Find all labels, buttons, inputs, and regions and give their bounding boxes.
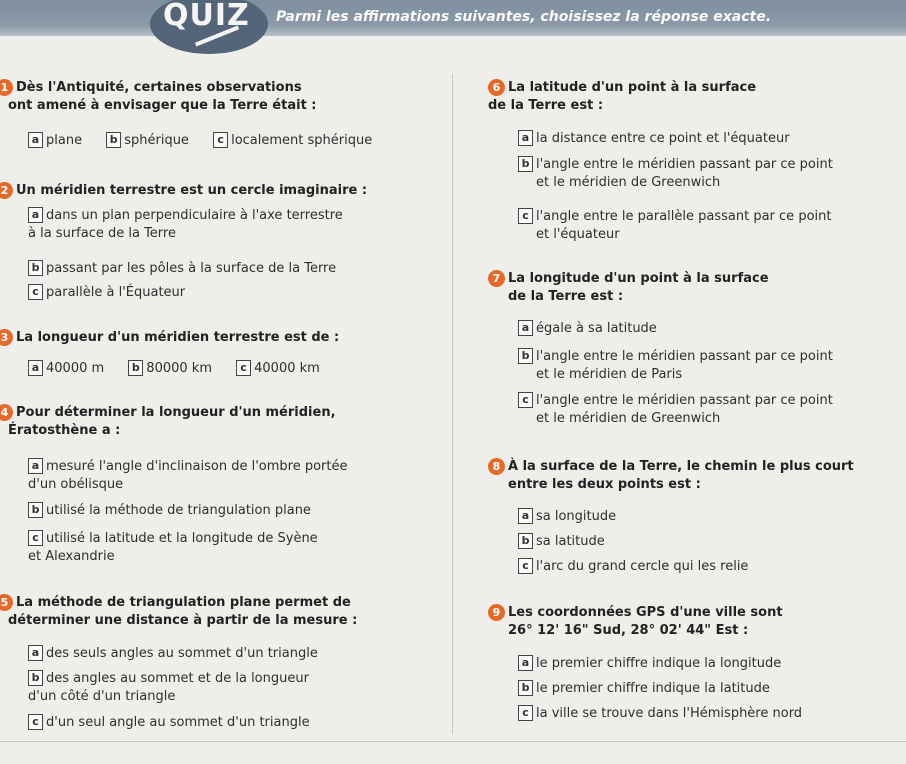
option-letter-box: a <box>28 207 43 223</box>
option-1c[interactable] <box>213 133 372 148</box>
option-5a[interactable] <box>28 645 318 663</box>
question-1 <box>0 79 317 115</box>
option-label-continued: et le méridien de Greenwich <box>536 175 721 190</box>
question-1-options <box>28 132 372 150</box>
question-6-text-line-2: de la Terre est : <box>488 98 604 113</box>
option-label: 40000 m <box>46 361 105 376</box>
question-3-text: La longueur d'un méridien terrestre est de : <box>16 330 340 345</box>
option-8a[interactable] <box>518 508 616 526</box>
option-8b[interactable] <box>518 533 605 551</box>
question-2-text: Un méridien terrestre est un cercle imaginaire : <box>16 183 368 198</box>
option-letter-box: c <box>28 714 43 730</box>
question-number-3: 3 <box>0 329 13 346</box>
option-letter-box: a <box>28 458 43 474</box>
option-label: l'angle entre le parallèle passant par ce point <box>536 209 832 224</box>
option-label: l'angle entre le méridien passant par ce point <box>536 393 833 408</box>
option-letter-box: b <box>28 260 43 276</box>
option-1a[interactable] <box>28 133 82 148</box>
question-4-text-line-2: Ératosthène a : <box>8 423 121 438</box>
option-3a[interactable] <box>28 361 104 376</box>
option-letter-box: b <box>518 348 533 364</box>
question-number-2: 2 <box>0 182 13 199</box>
option-letter-box: a <box>28 132 43 148</box>
option-label-continued: d'un côté d'un triangle <box>28 689 176 704</box>
option-label: la distance entre ce point et l'équateur <box>536 131 790 146</box>
option-5b[interactable] <box>28 670 309 706</box>
option-letter-box: b <box>128 360 143 376</box>
option-letter-box: b <box>518 680 533 696</box>
quiz-instructions: Parmi les affirmations suivantes, choisissez la réponse exacte. <box>276 9 772 25</box>
option-label: l'angle entre le méridien passant par ce point <box>536 349 833 364</box>
question-4-text-line-1: Pour déterminer la longueur d'un méridien, <box>16 405 336 420</box>
question-6-text-line-1: La latitude d'un point à la surface <box>508 80 757 95</box>
question-number-1: 1 <box>0 79 13 96</box>
option-label: plane <box>46 133 83 148</box>
question-4 <box>0 404 336 440</box>
option-label-continued: et Alexandrie <box>28 549 115 564</box>
option-label: utilisé la latitude et la longitude de Syène <box>46 531 318 546</box>
option-letter-box: c <box>213 132 228 148</box>
option-label: sphérique <box>124 133 189 148</box>
option-9c[interactable] <box>518 705 802 723</box>
option-label-continued: et le méridien de Greenwich <box>536 411 721 426</box>
option-label: parallèle à l'Équateur <box>46 285 186 300</box>
option-letter-box: a <box>28 645 43 661</box>
question-5-text-line-1: La méthode de triangulation plane permet de <box>16 595 351 610</box>
option-label-continued: d'un obélisque <box>28 477 124 492</box>
option-letter-box: c <box>518 705 533 721</box>
option-label: d'un seul angle au sommet d'un triangle <box>46 715 310 730</box>
option-letter-box: a <box>518 130 533 146</box>
option-label: utilisé la méthode de triangulation plane <box>46 503 311 518</box>
question-3 <box>0 329 340 347</box>
question-8-text-line-2: entre les deux points est : <box>508 477 701 492</box>
question-number-9: 9 <box>488 604 505 621</box>
option-label: l'arc du grand cercle qui les relie <box>536 559 749 574</box>
option-9a[interactable] <box>518 655 781 673</box>
question-1-text-line-1: Dès l'Antiquité, certaines observations <box>16 80 302 95</box>
option-7a[interactable] <box>518 320 657 338</box>
option-letter-box: b <box>518 533 533 549</box>
option-9b[interactable] <box>518 680 770 698</box>
column-divider <box>452 74 453 734</box>
question-number-6: 6 <box>488 79 505 96</box>
question-number-7: 7 <box>488 270 505 287</box>
question-8-text-line-1: À la surface de la Terre, le chemin le plus court <box>508 459 854 474</box>
question-5 <box>0 594 358 630</box>
question-7 <box>488 270 769 306</box>
option-7c[interactable] <box>518 392 833 428</box>
option-label: 80000 km <box>146 361 212 376</box>
question-7-text-line-1: La longitude d'un point à la surface <box>508 271 769 286</box>
option-letter-box: a <box>28 360 43 376</box>
question-number-4: 4 <box>0 404 13 421</box>
option-letter-box: c <box>28 530 43 546</box>
option-label: mesuré l'angle d'inclinaison de l'ombre portée <box>46 459 348 474</box>
option-letter-box: b <box>28 502 43 518</box>
option-label: localement sphérique <box>231 133 373 148</box>
option-4c[interactable] <box>28 530 318 566</box>
option-6b[interactable] <box>518 156 833 192</box>
question-number-8: 8 <box>488 458 505 475</box>
option-4a[interactable] <box>28 458 347 494</box>
question-9 <box>488 604 783 640</box>
option-7b[interactable] <box>518 348 833 384</box>
option-2c[interactable] <box>28 284 185 302</box>
option-label: 40000 km <box>254 361 320 376</box>
question-9-text-line-2: 26° 12' 16" Sud, 28° 02' 44" Est : <box>508 623 749 638</box>
quiz-title: QUIZ <box>163 0 250 33</box>
option-label: passant par les pôles à la surface de la Terre <box>46 261 337 276</box>
option-3b[interactable] <box>128 361 212 376</box>
option-letter-box: a <box>518 655 533 671</box>
option-label: le premier chiffre indique la latitude <box>536 681 770 696</box>
option-letter-box: b <box>518 156 533 172</box>
option-label: l'angle entre le méridien passant par ce point <box>536 157 833 172</box>
option-label-continued: et le méridien de Paris <box>536 367 683 382</box>
option-letter-box: a <box>518 320 533 336</box>
option-letter-box: c <box>518 208 533 224</box>
option-label: sa longitude <box>536 509 617 524</box>
option-letter-box: b <box>28 670 43 686</box>
option-label: des angles au sommet et de la longueur <box>46 671 309 686</box>
option-label: le premier chiffre indique la longitude <box>536 656 782 671</box>
option-label: égale à sa latitude <box>536 321 657 336</box>
option-label-continued: à la surface de la Terre <box>28 226 176 241</box>
option-4b[interactable] <box>28 502 311 520</box>
option-letter-box: c <box>236 360 251 376</box>
option-letter-box: c <box>28 284 43 300</box>
question-number-5: 5 <box>0 594 13 611</box>
option-3c[interactable] <box>236 361 320 376</box>
question-1-text-line-2: ont amené à envisager que la Terre était : <box>8 98 317 113</box>
question-9-text-line-1: Les coordonnées GPS d'une ville sont <box>508 605 783 620</box>
option-label: dans un plan perpendiculaire à l'axe terrestre <box>46 208 343 223</box>
option-label-continued: et l'équateur <box>536 227 620 242</box>
question-2 <box>0 182 368 200</box>
option-6a[interactable] <box>518 130 790 148</box>
question-8 <box>488 458 854 494</box>
option-letter-box: b <box>106 132 121 148</box>
option-2b[interactable] <box>28 260 336 278</box>
question-6 <box>488 79 756 115</box>
option-5c[interactable] <box>28 714 310 732</box>
option-label: des seuls angles au sommet d'un triangle <box>46 646 318 661</box>
option-1b[interactable] <box>106 133 189 148</box>
option-label: sa latitude <box>536 534 605 549</box>
option-2a[interactable] <box>28 207 343 243</box>
option-label: la ville se trouve dans l'Hémisphère nord <box>536 706 803 721</box>
question-5-text-line-2: déterminer une distance à partir de la mesure : <box>8 613 358 628</box>
bottom-rule <box>0 741 906 742</box>
option-letter-box: a <box>518 508 533 524</box>
option-letter-box: c <box>518 558 533 574</box>
question-3-options <box>28 360 320 378</box>
question-7-text-line-2: de la Terre est : <box>508 289 624 304</box>
option-8c[interactable] <box>518 558 748 576</box>
option-6c[interactable] <box>518 208 831 244</box>
option-letter-box: c <box>518 392 533 408</box>
